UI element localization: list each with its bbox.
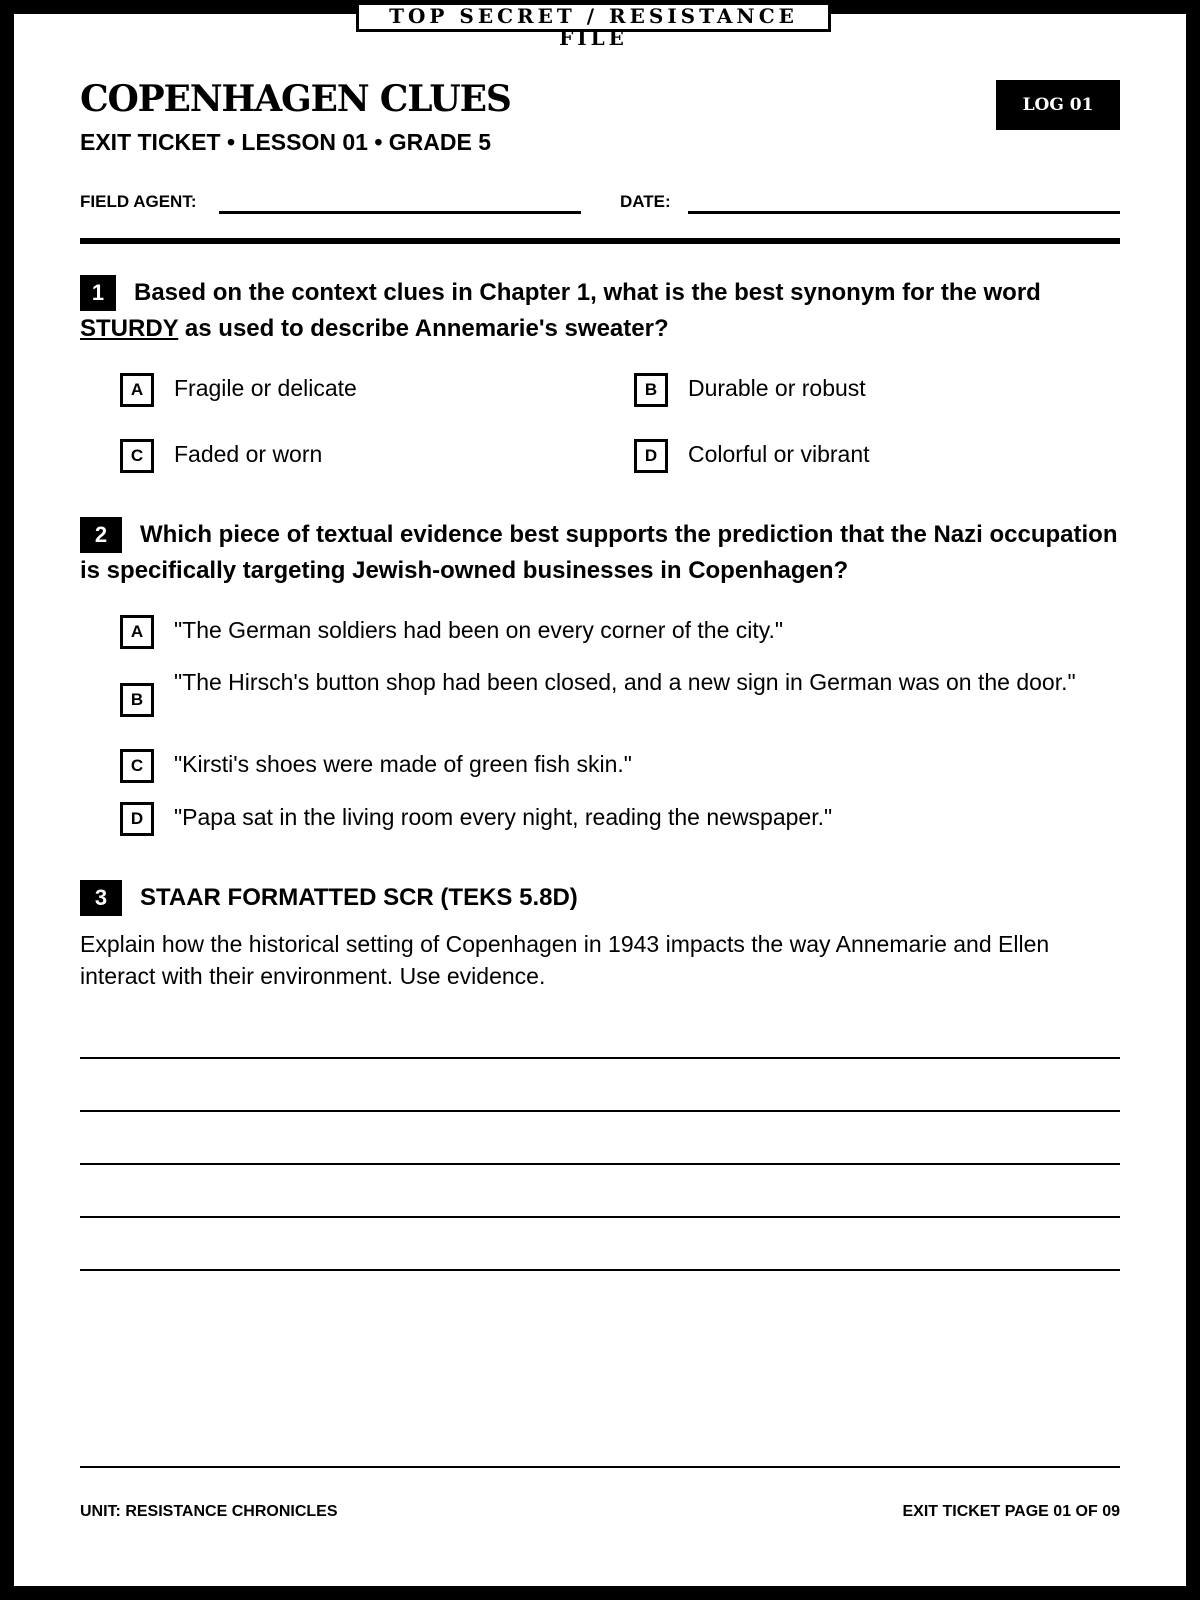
option-letter-box: D (634, 439, 668, 473)
option-letter-box: C (120, 439, 154, 473)
option-text: Fragile or delicate (174, 375, 357, 401)
footer-unit: UNIT: RESISTANCE CHRONICLES (80, 1503, 338, 1520)
page-subtitle: EXIT TICKET • LESSON 01 • GRADE 5 (80, 129, 492, 155)
date-label: DATE: (620, 192, 671, 211)
question-1-text-end: as used to describe Annemarie's sweater? (178, 315, 669, 342)
field-agent-label: FIELD AGENT: (80, 192, 197, 211)
q1-option-c[interactable] (120, 437, 600, 473)
log-badge: LOG 01 (996, 80, 1120, 130)
classified-stamp (356, 2, 831, 50)
question-1-number: 1 (80, 275, 116, 311)
option-text: "Kirsti's shoes were made of green fish skin." (174, 751, 632, 777)
q2-option-b[interactable] (120, 665, 1120, 717)
option-letter-box: D (120, 802, 154, 836)
page-title: COPENHAGEN CLUES (80, 78, 511, 120)
option-text: Durable or robust (688, 375, 866, 401)
footer-divider (80, 1466, 1120, 1468)
answer-line[interactable] (80, 1057, 1120, 1059)
q2-option-a[interactable] (120, 613, 1120, 649)
option-letter-box: B (120, 683, 154, 717)
q2-option-c[interactable] (120, 747, 1120, 783)
question-1 (80, 275, 1120, 347)
option-letter-box: C (120, 749, 154, 783)
question-1-keyword: STURDY (80, 315, 179, 342)
option-text: "Papa sat in the living room every night, reading the newspaper." (174, 804, 833, 830)
footer-page-number: EXIT TICKET PAGE 01 OF 09 (902, 1503, 1120, 1520)
option-letter-box: A (120, 373, 154, 407)
option-letter-box: A (120, 615, 154, 649)
question-3-heading: STAAR FORMATTED SCR (TEKS 5.8D) (140, 884, 578, 911)
option-text: Faded or worn (174, 441, 323, 467)
question-2 (80, 517, 1120, 589)
question-1-text: Based on the context clues in Chapter 1, what is the best synonym for the word (134, 279, 1041, 306)
q1-option-b[interactable] (634, 371, 1114, 407)
answer-line[interactable] (80, 1163, 1120, 1165)
answer-line[interactable] (80, 1216, 1120, 1218)
q1-option-d[interactable] (634, 437, 1114, 473)
field-agent-input-line[interactable] (219, 211, 581, 214)
question-2-text: Which piece of textual evidence best supports the prediction that the Nazi occupation is specifically targeting Jewish-owned businesses in Copenhagen? (80, 521, 1118, 584)
header-divider (80, 238, 1120, 244)
question-3-number: 3 (80, 880, 122, 916)
classified-stamp-text: TOP SECRET / RESISTANCE FILE (389, 4, 798, 50)
q1-option-a[interactable] (120, 371, 600, 407)
option-text: "The German soldiers had been on every corner of the city." (174, 617, 784, 643)
q2-option-d[interactable] (120, 800, 1120, 836)
worksheet-page (14, 4, 1186, 1586)
answer-line[interactable] (80, 1110, 1120, 1112)
option-text: Colorful or vibrant (688, 441, 870, 467)
answer-line[interactable] (80, 1269, 1120, 1271)
date-input-line[interactable] (688, 211, 1120, 214)
option-letter-box: B (634, 373, 668, 407)
question-2-number: 2 (80, 517, 122, 553)
question-3 (80, 880, 1120, 916)
option-text: "The Hirsch's button shop had been closed, and a new sign in German was on the door." (174, 669, 1076, 695)
question-3-prompt: Explain how the historical setting of Copenhagen in 1943 impacts the way Annemarie and Ellen interact with their environment. Use evidence. (80, 931, 1050, 989)
